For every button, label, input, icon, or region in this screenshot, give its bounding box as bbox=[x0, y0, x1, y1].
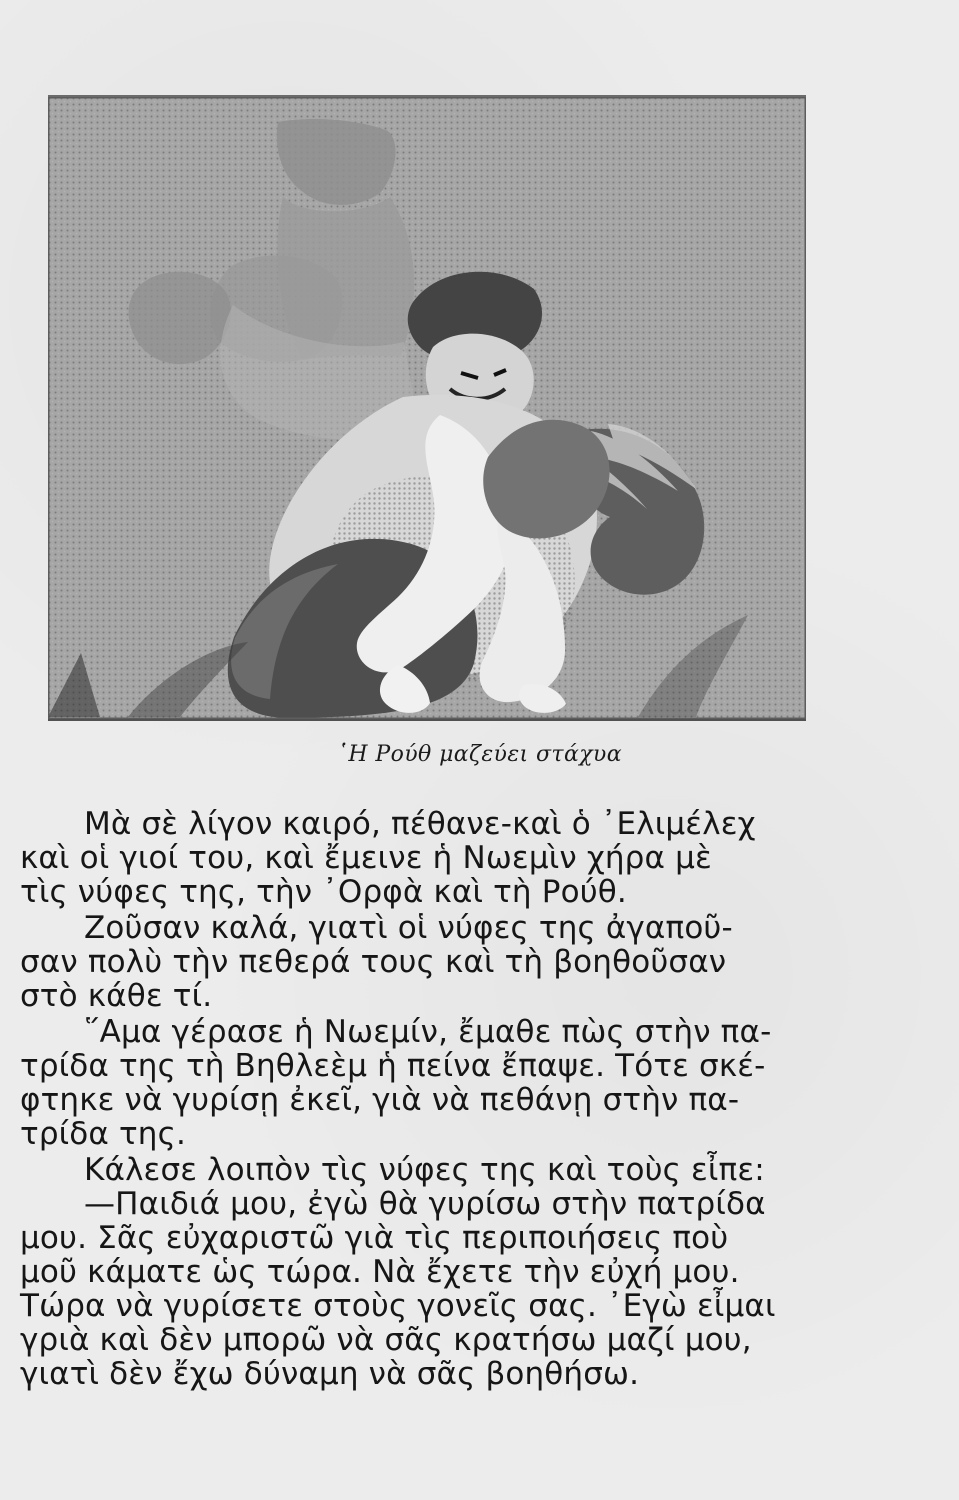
paragraph-1 bbox=[20, 807, 820, 909]
text-line: καὶ οἱ γιοί του, καὶ ἔμεινε ἡ Νωεμὶν χήρα μὲ bbox=[20, 840, 712, 876]
text-line: φτηκε νὰ γυρίσῃ ἐκεῖ, γιὰ νὰ πεθάνῃ στὴν πα- bbox=[20, 1082, 740, 1118]
paragraph-3 bbox=[20, 1015, 820, 1151]
text-line: τὶς νύφες της, τὴν ᾿Ορφὰ καὶ τὴ Ρούθ. bbox=[20, 874, 627, 910]
paragraph-4 bbox=[20, 1153, 820, 1391]
text-line: τρίδα της τὴ Βηθλεὲμ ἡ πείνα ἔπαψε. Τότε σκέ- bbox=[20, 1048, 766, 1084]
ruth-gleaning-illustration bbox=[48, 97, 806, 719]
text-line: Ζοῦσαν καλά, γιατὶ οἱ νύφες της ἀγαποῦ- bbox=[84, 910, 733, 946]
text-line: τρίδα της. bbox=[20, 1116, 186, 1152]
text-line: γριὰ καὶ δὲν μπορῶ νὰ σᾶς κρατήσω μαζί μου, bbox=[20, 1322, 752, 1358]
paragraph-2 bbox=[20, 911, 820, 1013]
text-line: —Παιδιά μου, ἐγὼ θὰ γυρίσω στὴν πατρίδα bbox=[84, 1186, 766, 1222]
illustration bbox=[48, 95, 806, 721]
text-line: ῞Αμα γέρασε ἡ Νωεμίν, ἔμαθε πὼς στὴν πα- bbox=[84, 1014, 772, 1050]
text-line: μοῦ κάματε ὡς τώρα. Νὰ ἔχετε τὴν εὐχή μου. bbox=[20, 1254, 740, 1290]
story-text bbox=[20, 807, 820, 1391]
text-line: γιατὶ δὲν ἔχω δύναμη νὰ σᾶς βοηθήσω. bbox=[20, 1356, 640, 1392]
text-line: Κάλεσε λοιπὸν τὶς νύφες της καὶ τοὺς εἶπε: bbox=[84, 1152, 765, 1188]
text-line: μου. Σᾶς εὐχαριστῶ γιὰ τὶς περιποιήσεις ποὺ bbox=[20, 1220, 729, 1256]
text-line: σαν πολὺ τὴν πεθερά τους καὶ τὴ βοηθοῦσαν bbox=[20, 944, 727, 980]
text-line: Μὰ σὲ λίγον καιρό, πέθανε-καὶ ὁ ᾿Ελιμέλεχ bbox=[84, 806, 756, 842]
text-line: στὸ κάθε τί. bbox=[20, 978, 213, 1014]
text-line: Τώρα νὰ γυρίσετε στοὺς γονεῖς σας. ᾿Εγὼ εἶμαι bbox=[20, 1288, 776, 1324]
illustration-caption: ῾Η Ρούθ μαζεύει στάχυα bbox=[337, 742, 622, 767]
